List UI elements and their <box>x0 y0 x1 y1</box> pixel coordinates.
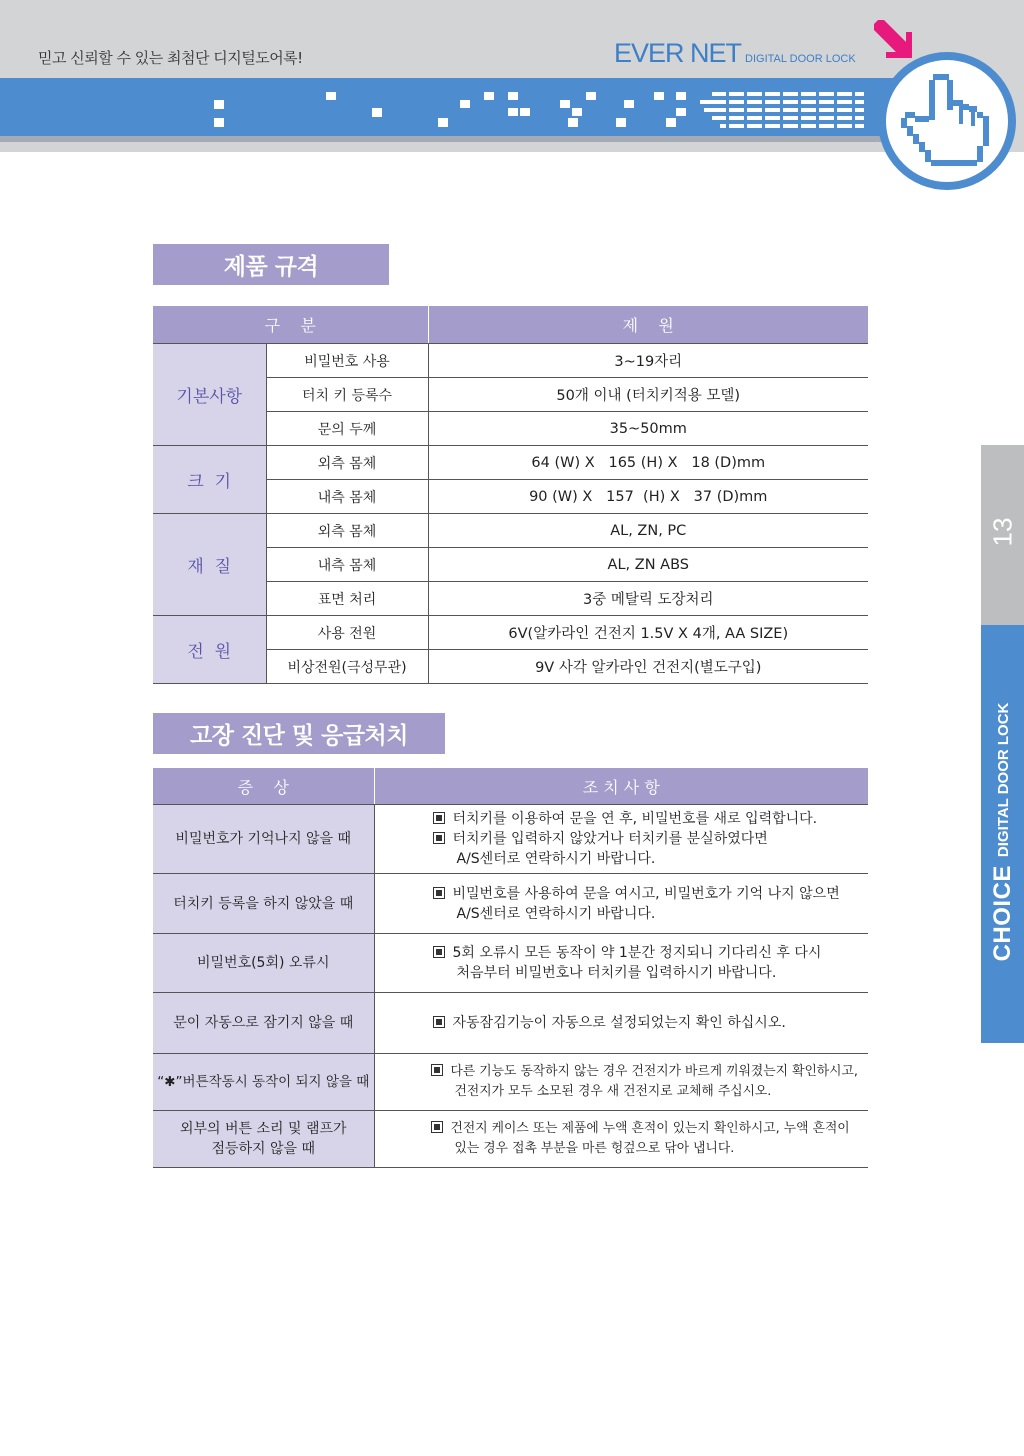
symptom-text: 비밀번호가 기억나지 않을 때 <box>175 831 352 847</box>
action-line <box>431 1062 869 1082</box>
brand-logo <box>614 38 856 69</box>
table-row <box>153 874 868 934</box>
symptom-text: 터치키 등록을 하지 않았을 때 <box>173 895 354 912</box>
trouble-action <box>374 1111 868 1168</box>
spec-value: AL, ZN ABS <box>428 548 868 582</box>
action-line <box>433 829 869 849</box>
square-bullet-icon <box>431 1121 443 1133</box>
trouble-header-symptom: 증 상 <box>153 768 374 805</box>
action-text: 5회 오류시 모든 동작이 약 1분간 정지되니 기다리신 후 다시 <box>452 945 822 961</box>
trouble-header-row <box>153 768 868 805</box>
table-row <box>153 993 868 1054</box>
action-text: 비밀번호를 사용하여 문을 여시고, 비밀번호가 기억 나지 않으면 <box>452 885 840 902</box>
trouble-action <box>374 874 868 934</box>
side-label-sub: DIGITAL DOOR LOCK <box>994 702 1012 858</box>
action-text: 건전지 케이스 또는 제품에 누액 흔적이 있는지 확인하시고, 누액 흔적이 <box>450 1121 850 1136</box>
table-row <box>153 1111 868 1168</box>
action-line <box>433 809 869 829</box>
side-label-bold: CHOICE <box>989 865 1016 962</box>
spec-value: 50개 이내 (터치키적용 모델) <box>428 378 868 412</box>
spec-item: 표면 처리 <box>266 582 428 616</box>
table-row <box>153 446 868 480</box>
trouble-header-action: 조 치 사 항 <box>374 768 868 805</box>
symptom-text: 비밀번호(5회) 오류시 <box>197 955 330 971</box>
spec-item: 내측 몸체 <box>266 548 428 582</box>
trouble-symptom <box>153 874 374 934</box>
action-continuation: 있는 경우 접촉 부분을 마른 헝겊으로 닦아 냅니다. <box>454 1141 735 1156</box>
table-row <box>153 805 868 874</box>
spec-item: 터치 키 등록수 <box>266 378 428 412</box>
action-continuation: 처음부터 비밀번호나 터치키를 입력하시기 바랍니다. <box>456 965 777 981</box>
action-line <box>431 1119 869 1139</box>
action-text: 자동잠김기능이 자동으로 설정되었는지 확인 하십시오. <box>452 1015 786 1031</box>
symptom-text: 외부의 버튼 소리 및 램프가 <box>179 1121 347 1137</box>
symptom-text: 문이 자동으로 잠기지 않을 때 <box>173 1015 354 1031</box>
hand-pointer-icon <box>893 66 1003 176</box>
trouble-action <box>374 805 868 874</box>
spec-category: 재 질 <box>153 514 266 616</box>
spec-category: 전 원 <box>153 616 266 684</box>
trouble-symptom <box>153 805 374 874</box>
trouble-action <box>374 993 868 1054</box>
action-continuation: A/S센터로 연락하시기 바랍니다. <box>456 905 656 922</box>
table-row <box>153 1054 868 1111</box>
spec-item: 비밀번호 사용 <box>266 344 428 378</box>
spec-item: 외측 몸체 <box>266 514 428 548</box>
trouble-action <box>374 1054 868 1111</box>
brand-subtitle: DIGITAL DOOR LOCK <box>745 53 856 65</box>
action-line <box>433 884 869 904</box>
square-bullet-icon <box>431 1064 443 1076</box>
brand-name: EVER NET <box>614 38 742 68</box>
trouble-symptom <box>153 993 374 1054</box>
spec-item: 사용 전원 <box>266 616 428 650</box>
spec-value: 90 (W) X 157 (H) X 37 (D)mm <box>428 480 868 514</box>
trouble-symptom <box>153 1054 374 1111</box>
table-row <box>153 344 868 378</box>
trouble-symptom <box>153 934 374 993</box>
symptom-text: 점등하지 않을 때 <box>211 1141 316 1157</box>
spec-value: 35~50mm <box>428 412 868 446</box>
table-row <box>153 514 868 548</box>
spec-value: 3중 메탈릭 도장처리 <box>428 582 868 616</box>
table-row <box>153 616 868 650</box>
action-text: 다른 기능도 동작하지 않는 경우 건전지가 바르게 끼워졌는지 확인하시고, <box>450 1064 858 1079</box>
action-continuation: A/S센터로 연락하시기 바랍니다. <box>456 851 656 867</box>
pink-arrow-icon <box>872 18 916 62</box>
action-line <box>433 943 869 963</box>
header-tagline: 믿고 신뢰할 수 있는 최첨단 디지털도어록! <box>38 49 303 67</box>
action-line <box>433 1013 869 1033</box>
spec-header-row <box>153 306 868 344</box>
spec-value: AL, ZN, PC <box>428 514 868 548</box>
spec-category: 크 기 <box>153 446 266 514</box>
spec-value: 6V(알카라인 건전지 1.5V X 4개, AA SIZE) <box>428 616 868 650</box>
pixel-pattern-decoration <box>0 78 880 136</box>
spec-item: 외측 몸체 <box>266 446 428 480</box>
action-text: 터치키를 이용하여 문을 연 후, 비밀번호를 새로 입력합니다. <box>452 811 818 827</box>
spec-value: 3~19자리 <box>428 344 868 378</box>
spec-section-title: 제품 규격 <box>153 244 389 285</box>
header-band-shadow <box>0 136 930 142</box>
spec-value: 64 (W) X 165 (H) X 18 (D)mm <box>428 446 868 480</box>
square-bullet-icon <box>433 812 445 824</box>
square-bullet-icon <box>433 832 445 844</box>
trouble-section-title: 고장 진단 및 응급처치 <box>153 713 445 754</box>
spec-table <box>153 306 868 684</box>
spec-header-value: 제 원 <box>428 306 868 344</box>
page-number: 13 <box>987 517 1017 547</box>
trouble-table <box>153 768 868 1168</box>
side-tab-label <box>988 655 1018 1009</box>
trouble-action <box>374 934 868 993</box>
square-bullet-icon <box>433 946 445 958</box>
symptom-text: “✱”버튼작동시 동작이 되지 않을 때 <box>157 1074 370 1090</box>
action-continuation: 건전지가 모두 소모된 경우 새 건전지로 교체해 주십시오. <box>454 1084 772 1099</box>
square-bullet-icon <box>433 1016 445 1028</box>
square-bullet-icon <box>433 887 445 899</box>
spec-category: 기본사항 <box>153 344 266 446</box>
action-text: 터치키를 입력하지 않았거나 터치키를 분실하였다면 <box>452 831 768 847</box>
trouble-symptom <box>153 1111 374 1168</box>
spec-item: 내측 몸체 <box>266 480 428 514</box>
spec-item: 문의 두께 <box>266 412 428 446</box>
spec-header-category: 구 분 <box>153 306 428 344</box>
table-row <box>153 934 868 993</box>
spec-item: 비상전원(극성무관) <box>266 650 428 684</box>
spec-value: 9V 사각 알카라인 건전지(별도구입) <box>428 650 868 684</box>
